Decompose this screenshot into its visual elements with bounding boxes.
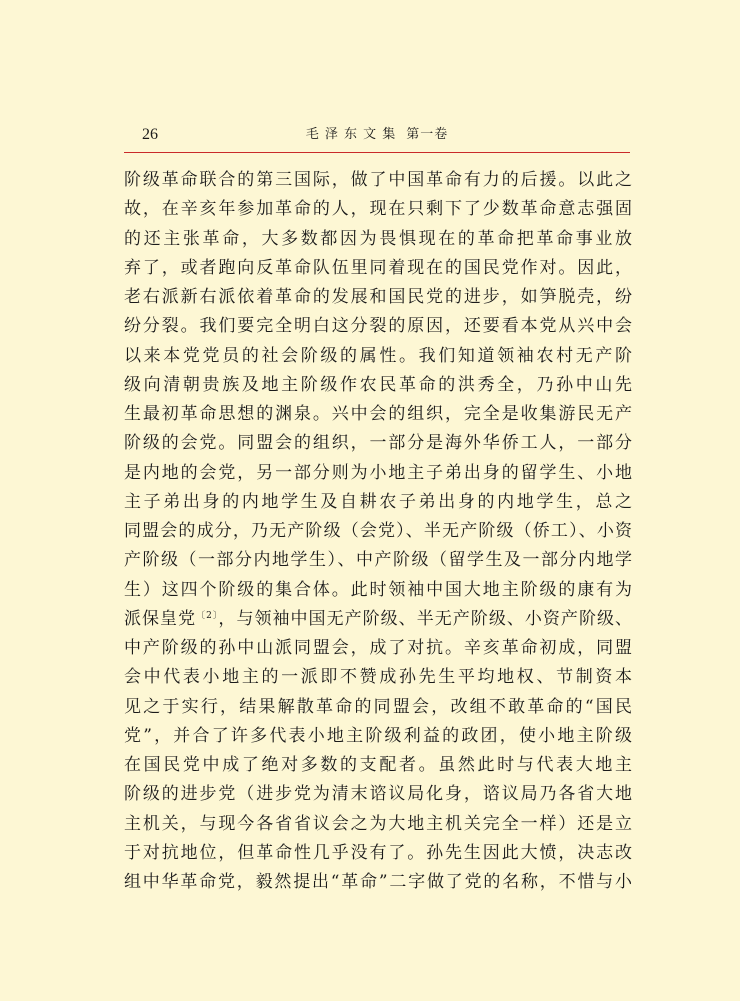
text-line: 在国民党中成了绝对多数的支配者。虽然此时与代表大地主: [124, 755, 632, 775]
text-line: 主机关，与现今各省省议会之为大地主机关完全一样）还是立: [124, 813, 632, 834]
text-line: 的还主张革命，大多数都因为畏惧现在的革命把革命事业放: [124, 228, 632, 249]
book-title: 毛 泽 东 文 集: [305, 127, 397, 142]
text-line: 阶级革命联合的第三国际，做了中国革命有力的后援。以此之: [124, 170, 632, 190]
text-segment: 派保皇党: [124, 608, 197, 629]
volume-label: 第一卷: [406, 127, 449, 142]
text-line: 中产阶级的孙中山派同盟会，成了对抗。辛亥革命初成，同盟: [124, 638, 632, 658]
text-line: 于对抗地位，但革命性几乎没有了。孙先生因此大愤，决志改: [124, 842, 632, 863]
text-segment: ，与领袖中国无产阶级、半无产阶级、小资产阶级、: [218, 608, 632, 629]
text-line: 以来本党党员的社会阶级的属性。我们知道领袖农村无产阶: [124, 345, 632, 366]
page-header: [124, 124, 630, 150]
text-line: 故，在辛亥年参加革命的人，现在只剩下了少数革命意志强固: [124, 199, 632, 220]
text-line: 生）这四个阶级的集合体。此时领袖中国大地主阶级的康有为: [124, 579, 632, 600]
text-line: 级向清朝贵族及地主阶级作农民革命的洪秀全，乃孙中山先: [124, 374, 632, 395]
text-line: 组中华革命党，毅然提出“革命”二字做了党的名称，不惜与小: [124, 872, 632, 892]
running-head: [124, 125, 630, 145]
footnote-ref[interactable]: 〔2〕: [196, 610, 219, 621]
text-line: 阶级的会党。同盟会的组织，一部分是海外华侨工人，一部分: [124, 433, 632, 454]
text-line: 阶级的进步党（进步党为清末谘议局化身，谘议局乃各省大地: [124, 784, 632, 805]
text-line: 弃了，或者跑向反革命队伍里同着现在的国民党作对。因此，: [124, 257, 632, 278]
header-rule: [124, 152, 630, 153]
text-line: 会中代表小地主的一派即不赞成孙先生平均地权、节制资本: [124, 667, 632, 688]
text-line: 纷分裂。我们要完全明白这分裂的原因，还要看本党从兴中会: [124, 316, 632, 337]
text-line: 同盟会的成分，乃无产阶级（会党）、半无产阶级（侨工）、小资: [124, 521, 632, 541]
text-line: 生最初革命思想的渊泉。兴中会的组织，完全是收集游民无产: [124, 404, 632, 424]
page-number: 26: [142, 126, 158, 143]
body-text: [124, 166, 632, 897]
text-line: 产阶级（一部分内地学生）、中产阶级（留学生及一部分内地学: [124, 550, 632, 571]
text-line: 主子弟出身的内地学生及自耕农子弟出身的内地学生，总之: [124, 491, 632, 512]
text-line: 老右派新右派依着革命的发展和国民党的进步，如笋脱壳，纷: [124, 287, 632, 307]
text-line: 党”，并合了许多代表小地主阶级利益的政团，使小地主阶级: [124, 725, 632, 746]
text-line: 见之于实行，结果解散革命的同盟会，改组不敢革命的“国民: [124, 696, 632, 717]
text-line: 是内地的会党，另一部分则为小地主子弟出身的留学生、小地: [124, 462, 632, 483]
text-line-with-note: [124, 605, 632, 634]
